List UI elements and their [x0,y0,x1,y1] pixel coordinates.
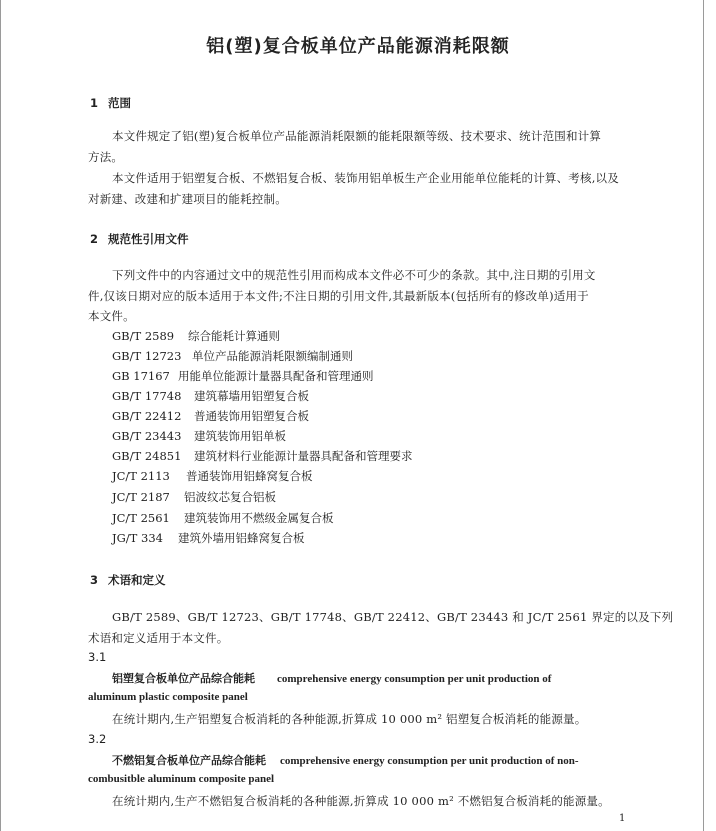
term-3-2-definition: 在统计期内,生产不燃铝复合板消耗的各种能源,折算成 10 000 m² 不燃铝复合板消耗的能源量。 [112,794,610,808]
paragraph-line: 下列文件中的内容通过文中的规范性引用而构成本文件必不可少的条款。其中,注日期的引用文 [112,268,596,282]
reference-item [112,408,309,424]
page-border-left [0,0,1,831]
reference-item [112,368,374,384]
section-2-heading [90,231,189,247]
reference-title: 用能单位能源计量器具配备和管理通则 [178,369,374,383]
paragraph-line: 术语和定义适用于本文件。 [88,631,229,645]
paragraph-line: 件,仅该日期对应的版本适用于本文件;不注日期的引用文件,其最新版本(包括所有的修改单)适用于 [88,289,589,303]
paragraph-line: 本文件适用于铝塑复合板、不燃铝复合板、装饰用铝单板生产企业用能单位能耗的计算、考核,以及 [112,171,619,185]
term-3-1-english-cont [88,690,248,703]
document-title: 铝(塑)复合板单位产品能源消耗限额 [206,36,510,57]
reference-item [112,328,280,344]
section-3-title: 术语和定义 [108,573,166,587]
paragraph-line: 本文件。 [88,309,135,323]
reference-title: 建筑装饰用铝单板 [194,429,286,443]
reference-title: 建筑幕墙用铝塑复合板 [194,389,309,403]
section-1-heading [90,95,131,111]
reference-title: 普通装饰用铝塑复合板 [194,409,309,423]
paragraph-line: 方法。 [88,150,124,164]
term-3-2 [112,752,579,768]
reference-code: GB/T 2589 [112,329,175,343]
reference-item [112,510,334,526]
paragraph-line: 本文件规定了铝(塑)复合板单位产品能源消耗限额的能耗限额等级、技术要求、统计范围和计算 [112,129,602,143]
subsection-3-1-number: 3.1 [88,650,107,664]
reference-code: JC/T 2113 [112,469,170,483]
reference-code: GB/T 24851 [112,449,182,463]
reference-title: 综合能耗计算通则 [188,329,280,343]
reference-item [112,348,353,364]
term-3-1-chinese: 铝塑复合板单位产品综合能耗 [112,672,255,685]
reference-code: GB/T 17748 [112,389,182,403]
reference-title: 建筑装饰用不燃级金属复合板 [184,511,334,525]
reference-title: 建筑外墙用铝蜂窝复合板 [178,531,305,545]
reference-code: JC/T 2561 [112,511,170,525]
paragraph-line: 对新建、改建和扩建项目的能耗控制。 [88,192,287,206]
term-3-2-english-line2: combusitble aluminum composite panel [88,773,275,785]
reference-code: GB/T 22412 [112,409,182,423]
section-2-title: 规范性引用文件 [108,232,189,246]
section-1-number: 1 [90,96,99,110]
reference-code: JG/T 334 [112,531,163,545]
reference-code: GB/T 12723 [112,349,182,363]
section-1-title: 范围 [108,96,131,110]
reference-code: GB 17167 [112,369,170,383]
paragraph-line: GB/T 2589、GB/T 12723、GB/T 17748、GB/T 22412、GB/T 23443 和 JC/T 2561 界定的以及下列 [112,610,674,624]
section-3-number: 3 [90,573,99,587]
reference-code: JC/T 2187 [112,490,170,504]
section-2-number: 2 [90,232,99,246]
term-3-2-chinese: 不燃铝复合板单位产品综合能耗 [112,754,266,767]
reference-title: 单位产品能源消耗限额编制通则 [192,349,353,363]
reference-title: 建筑材料行业能源计量器具配备和管理要求 [194,449,413,463]
term-3-1-english-line2: aluminum plastic composite panel [88,691,248,703]
term-3-2-english-cont [88,772,274,785]
section-3-heading [90,572,166,588]
reference-item [112,388,309,404]
reference-item [112,468,313,484]
page-border-right [703,0,704,831]
subsection-3-2-number: 3.2 [88,732,107,746]
term-3-1-english: comprehensive energy consumption per unit production of [277,673,552,685]
reference-item [112,428,286,444]
term-3-1 [112,670,551,686]
reference-code: GB/T 23443 [112,429,182,443]
reference-item [112,448,413,464]
term-3-1-definition: 在统计期内,生产铝塑复合板消耗的各种能源,折算成 10 000 m² 铝塑复合板消耗的能源量。 [112,712,587,726]
reference-title: 铝波纹芯复合铝板 [184,490,276,504]
page-number: 1 [619,813,626,824]
reference-item [112,489,276,505]
reference-title: 普通装饰用铝蜂窝复合板 [186,469,313,483]
reference-item [112,530,305,546]
term-3-2-english: comprehensive energy consumption per unit production of non- [280,755,579,767]
